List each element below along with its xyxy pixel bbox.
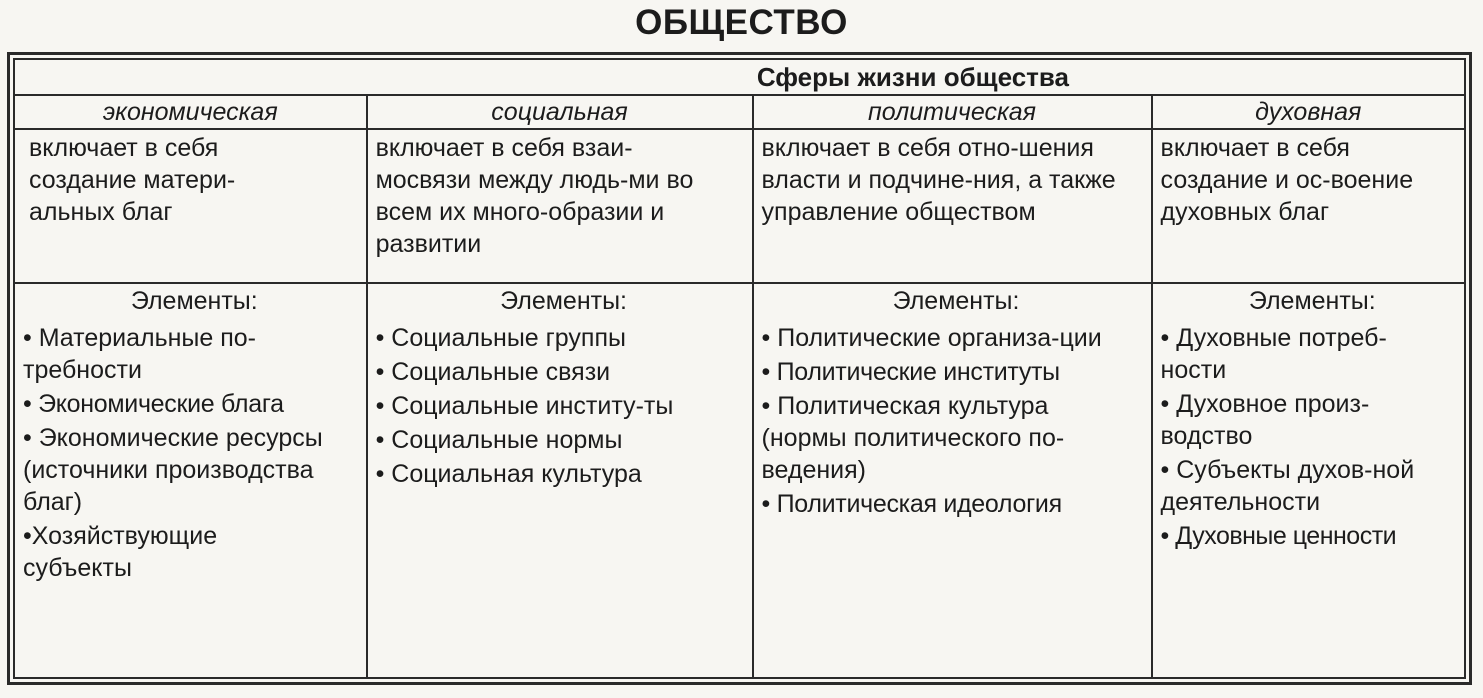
elements-title: Элементы: <box>1248 287 1376 315</box>
elements-spiritual <box>1152 283 1465 678</box>
column-header-economic: экономическая <box>14 95 367 129</box>
list-item: • Политическая культура (нормы политического по-ведения) <box>761 392 1065 484</box>
list-item: • Духовные ценности <box>1160 522 1397 550</box>
description-text: включает в себя создание матери-альных благ <box>29 134 236 226</box>
list-item: • Социальная культура <box>375 460 642 488</box>
list-item: • Субъекты духов-ной деятельности <box>1160 456 1415 516</box>
elements-social <box>367 283 753 678</box>
elements-title: Элементы: <box>892 287 1020 315</box>
description-economic <box>14 129 367 283</box>
list-item: • Экономические ресурсы (источники производства благ) <box>23 424 323 516</box>
elements-title: Элементы: <box>500 287 627 315</box>
page-title: ОБЩЕСТВО <box>635 3 848 42</box>
list-item: • Социальные группы <box>375 324 626 352</box>
list-item: • Социальные нормы <box>375 426 623 454</box>
description-text: включает в себя отно-шения власти и подчине-ния, а также управление обществом <box>761 134 1116 226</box>
description-spiritual <box>1152 129 1465 283</box>
spheres-table <box>13 58 1466 679</box>
column-header-spiritual: духовная <box>1152 95 1465 129</box>
elements-political <box>753 283 1152 678</box>
description-text: включает в себя создание и ос-воение духовных благ <box>1160 134 1414 226</box>
list-item: • Материальные по-требности <box>23 324 257 384</box>
description-social <box>367 129 753 283</box>
list-item: • Социальные институ-ты <box>375 392 674 420</box>
list-item: • Политические организа-ции <box>761 324 1102 352</box>
list-item: • Духовное произ-водство <box>1160 390 1370 450</box>
column-header-political: политическая <box>753 95 1152 129</box>
list-item: • Социальные связи <box>375 358 611 386</box>
elements-title: Элементы: <box>130 287 258 315</box>
list-item: • Политическая идеология <box>761 490 1062 518</box>
elements-economic <box>14 283 367 678</box>
list-item: •Хозяйствующие субъекты <box>23 522 218 582</box>
column-header-social: социальная <box>367 95 753 129</box>
spheres-table-frame <box>7 52 1472 685</box>
description-text: включает в себя взаи-мосвязи между людь-ми во всем их много-образии и развитии <box>375 134 694 258</box>
table-header: Сферы жизни общества <box>14 59 1465 95</box>
list-item: • Духовные потреб-ности <box>1160 324 1387 384</box>
list-item: • Экономические блага <box>23 390 284 418</box>
list-item: • Политические институты <box>761 358 1060 386</box>
description-political <box>753 129 1152 283</box>
